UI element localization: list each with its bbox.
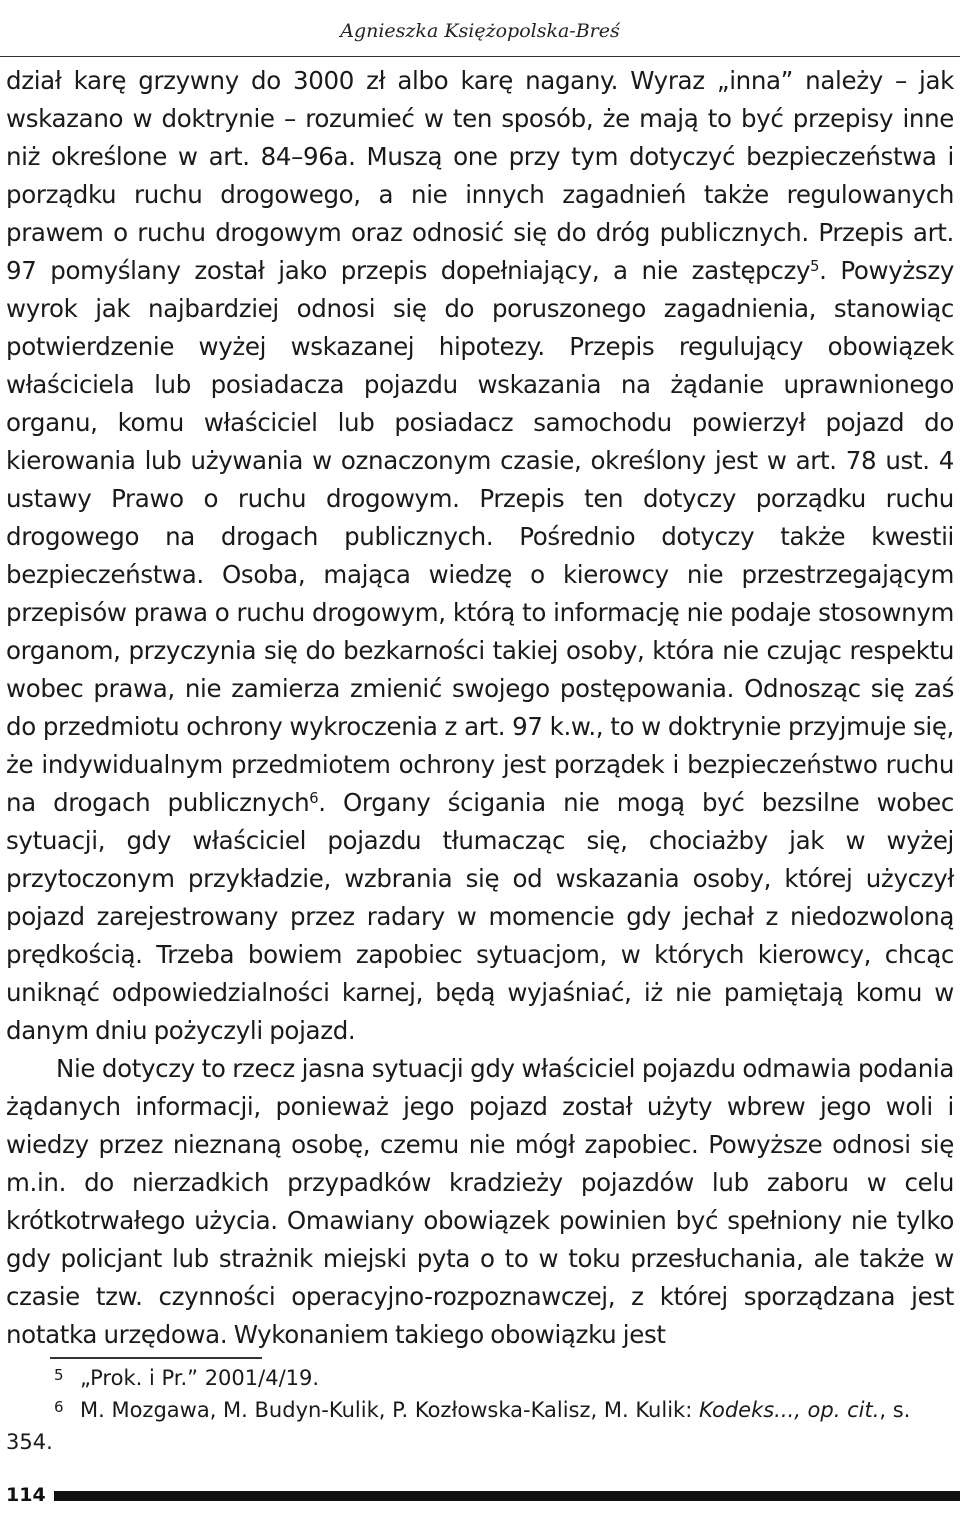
paragraph-1-part-3: . Organy ścigania nie mogą być bezsilne wobec sytuacji, gdy właściciel pojazdu tłumacząc się, chociażby jak w wyżej przytoczonym przykładzie, wzbrania się od wskazania osoby, której użyczył pojazd zarejestrowany przez radary w momencie gdy jechał z niedozwoloną prędkością. Trzeba bowiem zapobiec sytuacjom, w których kierowcy, chcąc uniknąć odpowiedzialności karnej, będą wyjaśniać, iż nie pamiętają komu w danym dniu pożyczyli pojazd. xyxy=(6,788,954,1045)
body-text xyxy=(6,62,954,1354)
footnote-citation-italic: Kodeks..., op. cit. xyxy=(698,1398,880,1422)
paragraph-1-part-1: dział karę grzywny do 3000 zł albo karę nagany. Wyraz „inna” należy – jak wskazano w doktrynie – rozumieć w ten sposób, że mają to być przepisy inne niż określone w art. 84–96a. Muszą one przy tym dotyczyć bezpieczeństwa i porządku ruchu drogowego, a nie innych zagadnień także regulowanych prawem o ruchu drogowym oraz odnosić się do dróg publicznych. Przepis art. 97 pomyślany został jako przepis dopełniający, a nie zastępczy xyxy=(6,66,954,285)
paragraph-2: Nie dotyczy to rzecz jasna sytuacji gdy właściciel pojazdu odmawia podania żądanych informacji, ponieważ jego pojazd został użyty wbrew jego woli i wiedzy przez nieznaną osobę, czemu nie mógł zapobiec. Powyższe odnosi się m.in. do nierzadkich przypadków kradzieży pojazdów lub zaboru w celu krótkotrwałego użycia. Omawiany obowiązek powinien być spełniony nie tylko gdy policjant lub strażnik miejski pyta o to w toku przesłuchania, ale także w czasie tzw. czynności operacyjno-rozpoznawczej, z której sporządzana jest notatka urzędowa. Wykonaniem takiego obowiązku jest xyxy=(6,1054,954,1349)
footnote-ref-5[interactable]: 5 xyxy=(810,257,820,275)
footnote-ref-6[interactable]: 6 xyxy=(309,789,319,807)
header-rule xyxy=(0,56,960,57)
paragraph-1-part-2: . Powyższy wyrok jak najbardziej odnosi się do poruszonego zagadnienia, stanowiąc potwierdzenie wyżej wskazanej hipotezy. Przepis regulujący obowiązek właściciela lub posiadacza pojazdu wskazania na żądanie uprawnionego organu, komu właściciel lub posiadacz samochodu powierzył pojazd do kierowania lub używania w oznaczonym czasie, określony jest w art. 78 ust. 4 ustawy Prawo o ruchu drogowym. Przepis ten dotyczy porządku ruchu drogowego na drogach publicznych. Pośrednio dotyczy także kwestii bezpieczeństwa. Osoba, mająca wiedzę o kierowcy nie przestrzegającym przepisów prawa o ruchu drogowym, którą to informację nie podaje stosownym organom, przyczynia się do bezkarności takiej osoby, która nie czując respektu wobec prawa, nie zamierza zmienić swojego postępowania. Odnosząc się zaś do przedmiotu ochrony wykroczenia z art. 97 k.w., to w doktrynie przyjmuje się, że indywidualnym przedmiotem ochrony jest porządek i bezpieczeństwo ruchu na drogach publicznych xyxy=(6,256,954,817)
footnote-text-end: , s. 354. xyxy=(6,1398,911,1454)
footnote-5: 5 „Prok. i Pr.” 2001/4/19. xyxy=(54,1365,320,1390)
footnote-rule xyxy=(50,1357,262,1359)
footnote-text: „Prok. i Pr.” 2001/4/19. xyxy=(80,1366,320,1390)
running-head: Agnieszka Księżopolska-Breś xyxy=(340,20,620,42)
footnotes xyxy=(6,1362,954,1458)
page-number: 114 xyxy=(6,1484,46,1506)
paragraph-1 xyxy=(6,62,954,1050)
footer-bar xyxy=(54,1491,960,1501)
footnote-text: M. Mozgawa, M. Budyn-Kulik, P. Kozłowska-Kalisz, M. Kulik: xyxy=(80,1398,699,1422)
footnote-6: 6 M. Mozgawa, M. Budyn-Kulik, P. Kozłowska-Kalisz, M. Kulik: Kodeks..., op. cit., s. 354. xyxy=(6,1397,911,1454)
